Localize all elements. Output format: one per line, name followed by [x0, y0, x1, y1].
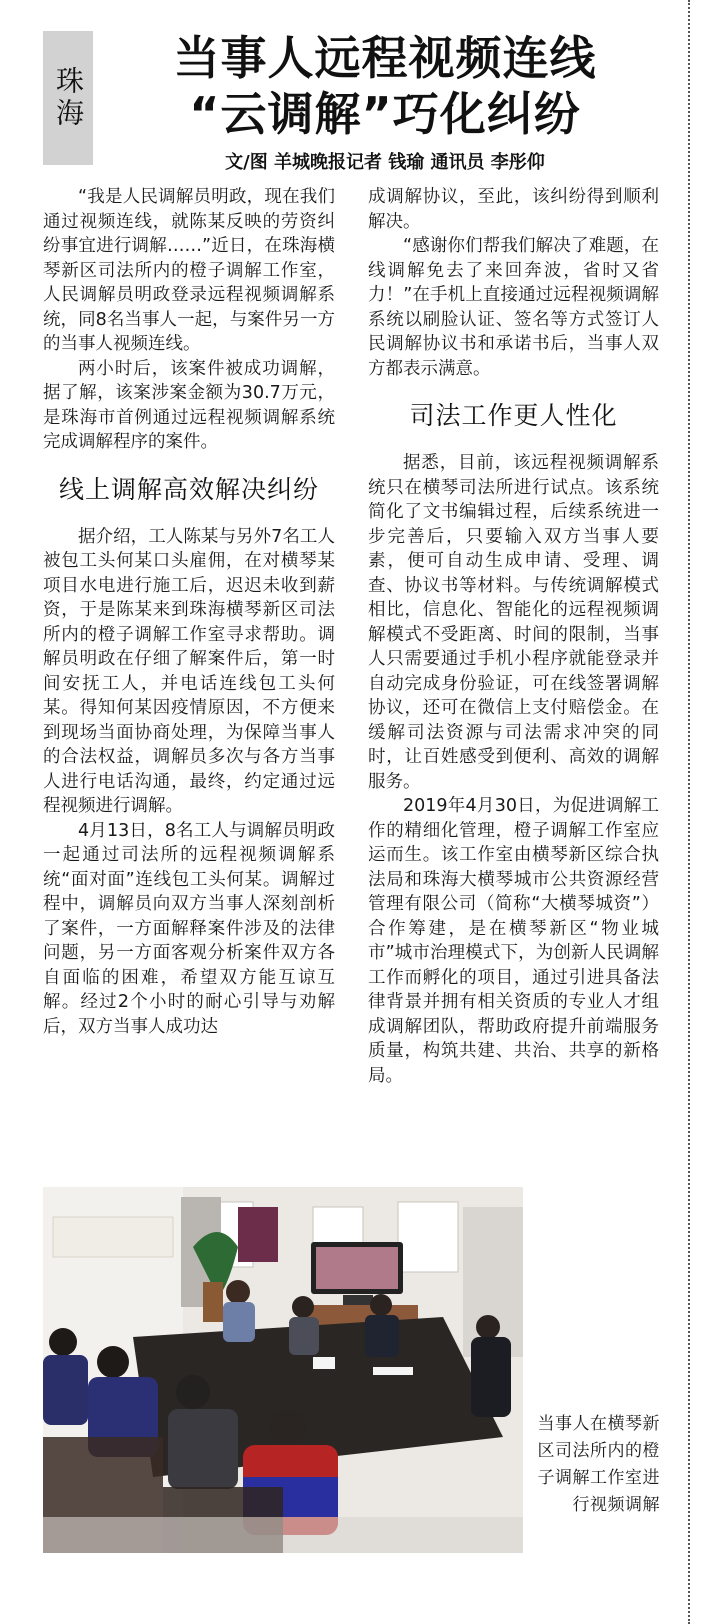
paragraph: 2019年4月30日，为促进调解工作的精细化管理，橙子调解工作室应运而生。该工作室由横琴新区综合执法局和珠海大横琴城市公共资源经营管理有限公司（简称“大横琴城资”）合作筹建，是在横琴新区“物业城市”城市治理模式下，为创新人民调解工作而孵化的项目，通过引进具备法律背景并拥有相关资质的专业人才组成调解团队，帮助政府提升前端服务质量，构筑共建、共治、共享的新格局。	[368, 796, 659, 1086]
cut-line-divider	[688, 0, 690, 1624]
photo-caption: 当事人在横琴新区司法所内的橙子调解工作室进行视频调解	[537, 1414, 660, 1515]
paragraph: “我是人民调解员明政，现在我们通过视频连线，就陈某反映的劳资纠纷事宜进行调解……”近日，在珠海横琴新区司法所内的橙子调解工作室，人民调解员明政登录远程视频调解系统，同8名当事人一起，与案件另一方的当事人视频连线。	[43, 187, 335, 354]
paragraph: 据介绍，工人陈某与另外7名工人被包工头何某口头雇佣，在对横琴某项目水电进行施工后，迟迟未收到薪资，于是陈某来到珠海横琴新区司法所内的橙子调解工作室寻求帮助。调解员明政在仔细了解案件后，第一时间安抚工人，并电话连线包工头何某。得知何某因疫情原因，不方便来到现场当面协商处理，为保障当事人的合法权益，调解员多次与各方当事人进行电话沟通，最终，约定通过远程视频进行调解。	[43, 526, 335, 816]
paragraph: “感谢你们帮我们解决了难题，在线调解免去了来回奔波，省时又省力！”在手机上直接通过远程视频调解系统以刷脸认证、签名等方式签订人民调解协议书和承诺书后，当事人双方都表示满意。	[368, 236, 659, 379]
region-tag	[43, 31, 93, 165]
byline: 文/图 羊城晚报记者 钱瑜 通讯员 李彤仰	[225, 152, 545, 173]
paragraph: 两小时后，该案件被成功调解，据了解，该案涉案金额为30.7万元，是珠海市首例通过远程视频调解系统完成调解程序的案件。	[43, 358, 335, 452]
region-tag-label: 珠海	[52, 66, 85, 130]
paragraph: 成调解协议，至此，该纠纷得到顺利解决。	[368, 187, 659, 232]
headline	[125, 30, 645, 142]
right-column	[368, 185, 659, 1088]
headline-line-1: 当事人远程视频连线	[173, 31, 597, 85]
news-photo	[43, 1187, 523, 1553]
section-heading: 司法工作更人性化	[409, 401, 618, 430]
left-column	[43, 185, 335, 1039]
headline-line-2: “云调解”巧化纠纷	[189, 87, 581, 141]
section-heading: 线上调解高效解决纠纷	[58, 474, 319, 504]
paragraph: 据悉，目前，该远程视频调解系统只在横琴司法所进行试点。该系统简化了文书编辑过程，后续系统进一步完善后，只要输入双方当事人要素，便可自动生成申请、受理、调查、协议书等材料。与传统调解模式相比，信息化、智能化的远程视频调解模式不受距离、时间的限制，当事人只需要通过手机小程序就能登录并自动完成身份验证，可在线签署调解协议，还可在微信上支付赔偿金。在缓解司法资源与司法需求冲突的同时，让百姓感受到便利、高效的调解服务。	[368, 453, 659, 792]
paragraph: 4月13日，8名工人与调解员明政一起通过司法所的远程视频调解系统“面对面”连线包工头何某。调解过程中，调解员向双方当事人深刻剖析了案件，一方面解释案件涉及的法律问题，另一方面客观分析案件双方各自面临的困难，希望双方能互谅互解。经过2个小时的耐心引导与劝解后，双方当事人成功达	[43, 820, 335, 1037]
mediation-room-illustration	[43, 1187, 523, 1553]
